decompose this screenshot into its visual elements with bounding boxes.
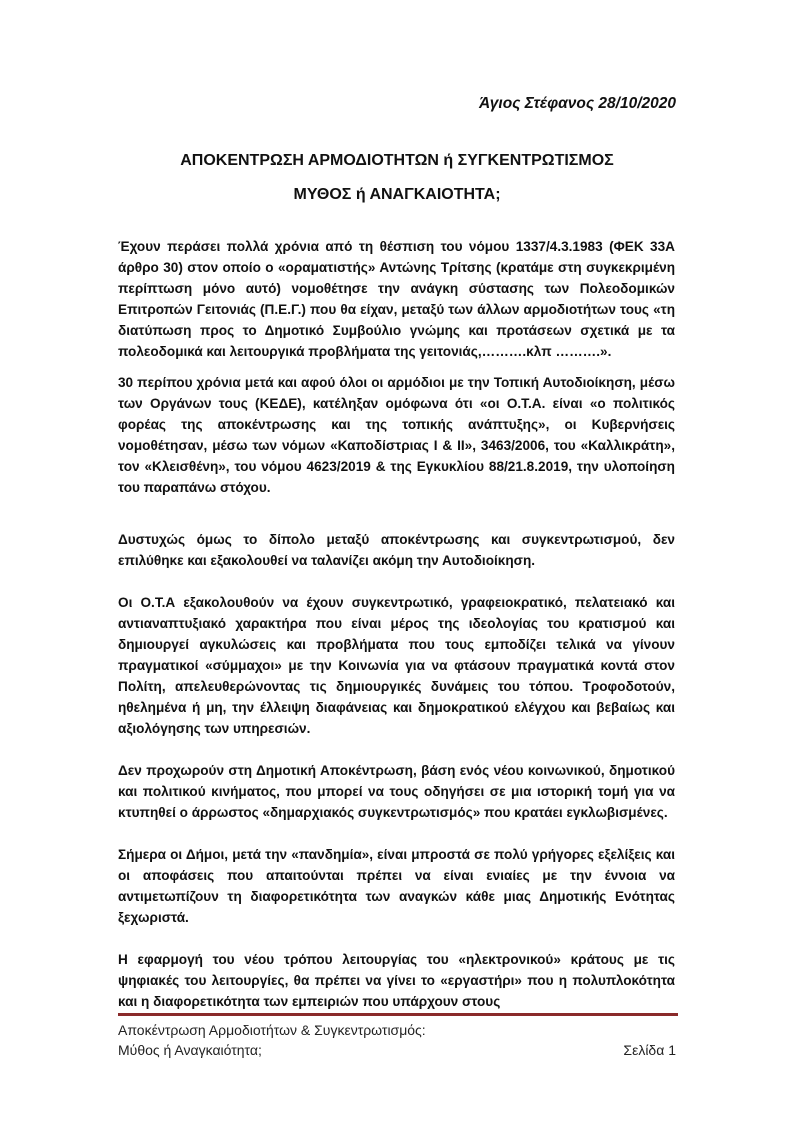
document-subtitle: ΜΥΘΟΣ ή ΑΝΑΓΚΑΙΟΤΗΤΑ;	[293, 186, 501, 203]
document-title: ΑΠΟΚΕΝΤΡΩΣΗ ΑΡΜΟΔΙΟΤΗΤΩΝ ή ΣΥΓΚΕΝΤΡΩΤΙΣΜΟΣ	[180, 152, 614, 169]
paragraph-5: Δεν προχωρούν στη Δημοτική Αποκέντρωση, βάση ενός νέου κοινωνικού, δημοτικού και πολιτικού κινήματος, που μπορεί να τους οδηγήσει σε μια ιστορική τομή για να κτυπηθεί ο άρρωστος «δημαρχιακός συγκεντρωτισμός» που κρατάει εγκλωβισμένες.	[118, 763, 675, 820]
document-date: Άγιος Στέφανος 28/10/2020	[479, 95, 676, 112]
paragraph-3: Δυστυχώς όμως το δίπολο μεταξύ αποκέντρωσης και συγκεντρωτισμού, δεν επιλύθηκε και εξακολουθεί να ταλανίζει ακόμη την Αυτοδιοίκηση.	[118, 532, 675, 568]
page-number: Σελίδα 1	[623, 1042, 676, 1058]
paragraph-2: 30 περίπου χρόνια μετά και αφού όλοι οι αρμόδιοι με την Τοπική Αυτοδιοίκηση, μέσω των Οργάνων τους (ΚΕΔΕ), κατέληξαν ομόφωνα ότι «οι Ο.Τ.Α. είναι «ο πολιτικός φορέας της αποκέντρωσης και της τοπικής ανάπτυξης», οι Κυβερνήσεις νομοθέτησαν, μέσω των νόμων «Καποδίστριας Ι & ΙΙ», 3463/2006, του «Καλλικράτη», τον «Κλεισθένη», του νόμου 4623/2019 & της Εγκυκλίου 88/21.8.2019, την υλοποίηση του παραπάνω στόχου.	[118, 375, 675, 495]
paragraph-6: Σήμερα οι Δήμοι, μετά την «πανδημία», είναι μπροστά σε πολύ γρήγορες εξελίξεις και οι αποφάσεις που απαιτούνται πρέπει να είναι ενιαίες με την έννοια να αντιμετωπίζουν τη διαφορετικότητα των αναγκών κάθε μιας Δημοτικής Ενότητας ξεχωριστά.	[118, 847, 675, 925]
footer-title-line-2: Μύθος ή Αναγκαιότητα;	[118, 1042, 262, 1058]
paragraph-4: Οι Ο.Τ.Α εξακολουθούν να έχουν συγκεντρωτικό, γραφειοκρατικό, πελατειακό και αντιαναπτυξιακό χαρακτήρα που είναι μέρος της ιδεολογίας του κρατισμού και δημιουργεί αγκυλώσεις και προβλήματα που τους εμποδίζει τελικά να γίνουν πραγματικοί «σύμμαχοι» με την Κοινωνία για να φτάσουν πραγματικά κοντά στον Πολίτη, απελευθερώνοντας τις δημιουργικές δυνάμεις του τόπου. Τροφοδοτούν, ηθελημένα ή μη, την έλλειψη διαφάνειας και δημοκρατικού ελέγχου και βεβαίως και αξιολόγησης των υπηρεσιών.	[118, 595, 675, 736]
footer-rule	[118, 1013, 678, 1016]
document-body	[118, 236, 675, 1012]
footer-title-line-1: Αποκέντρωση Αρμοδιοτήτων & Συγκεντρωτισμός:	[118, 1022, 426, 1038]
paragraph-7: Η εφαρμογή του νέου τρόπου λειτουργίας του «ηλεκτρονικού» κράτους με τις ψηφιακές του λειτουργίες, θα πρέπει να γίνει το «εργαστήρι» που η πολυπλοκότητα και η διαφορετικότητα των εμπειριών που υπάρχουν στους	[118, 952, 675, 1009]
paragraph-1: Έχουν περάσει πολλά χρόνια από τη θέσπιση του νόμου 1337/4.3.1983 (ΦΕΚ 33Α άρθρο 30) στον οποίο ο «οραματιστής» Αντώνης Τρίτσης (κρατάμε στη συγκεκριμένη περίπτωση μόνο αυτό) νομοθέτησε την ανάγκη σύστασης των Πολεοδομικών Επιτροπών Γειτονιάς (Π.Ε.Γ.) που θα είχαν, μεταξύ των άλλων αρμοδιοτήτων τους «τη διατύπωση προς το Δημοτικό Συμβούλιο γνώμης και προτάσεων σχετικά με τα πολεοδομικά και λειτουργικά προβλήματα της γειτονιάς,……….κλπ ……….».	[118, 239, 675, 359]
